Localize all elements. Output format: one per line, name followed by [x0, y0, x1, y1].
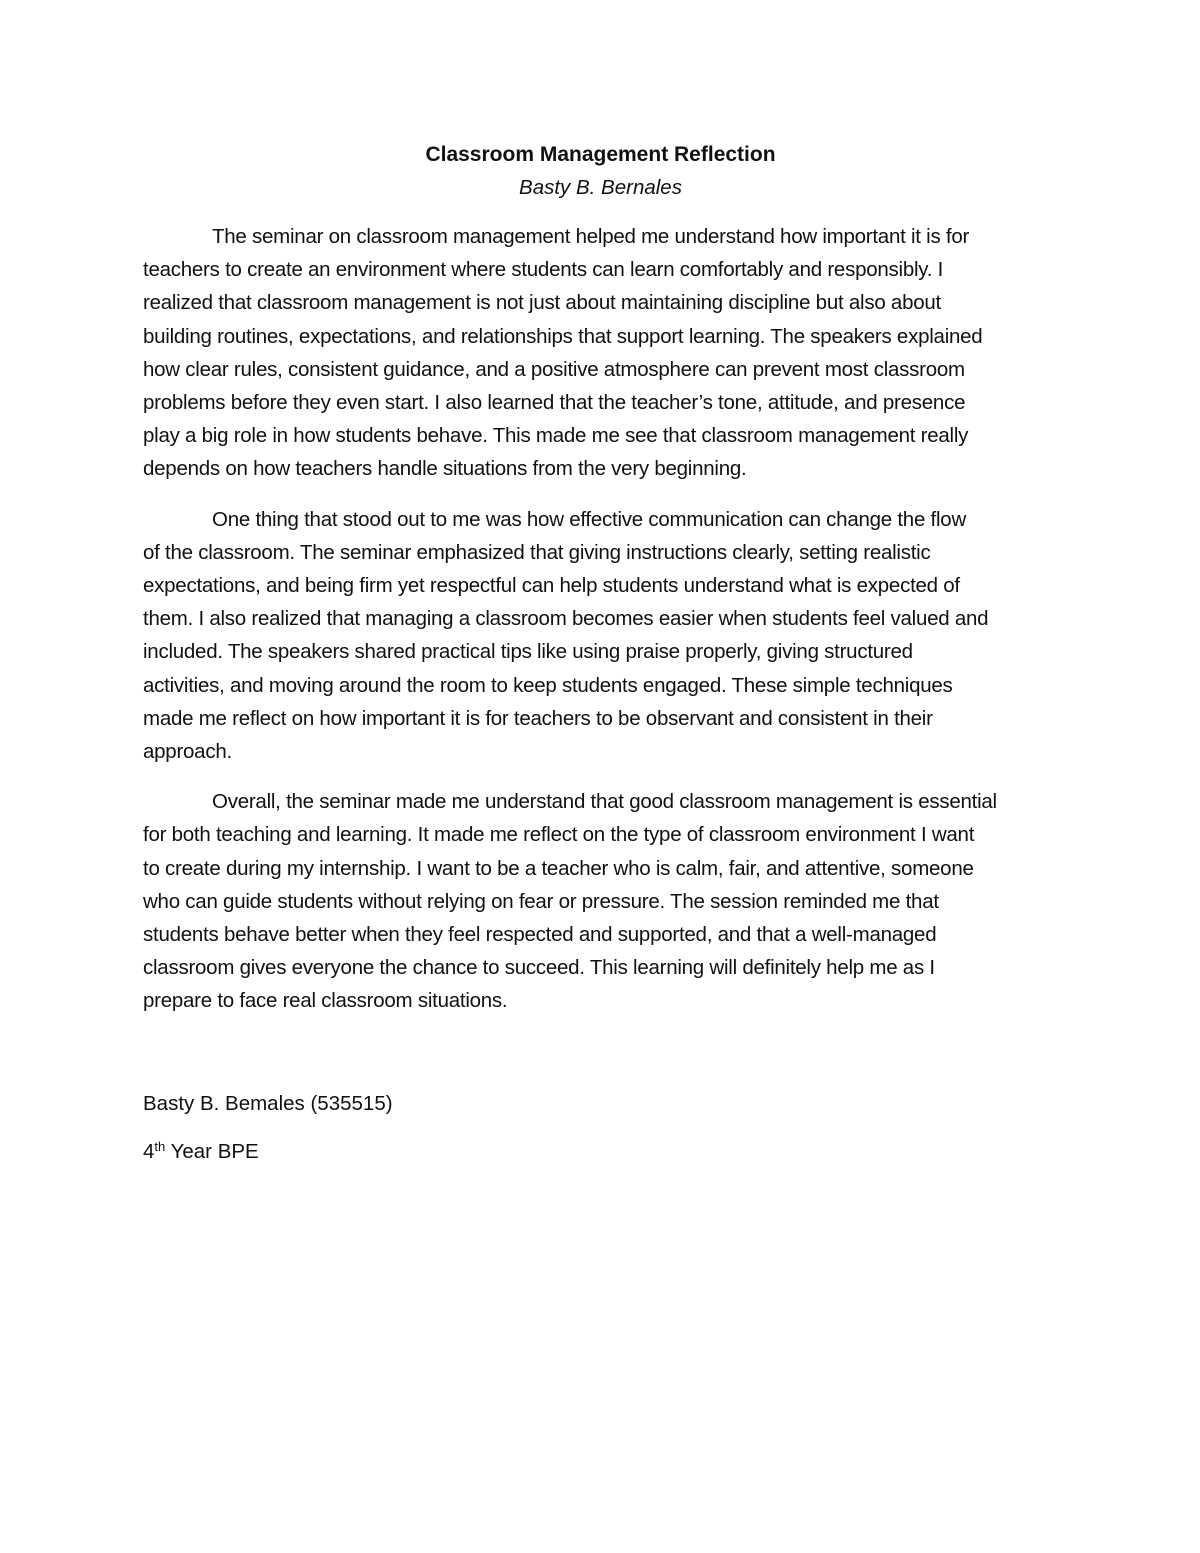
paragraph-line: problems before they even start. I also learned that the teacher’s tone, attitude, and presence	[143, 391, 966, 415]
signature-year	[143, 1137, 1058, 1167]
paragraph-line: activities, and moving around the room to keep students engaged. These simple techniques	[143, 673, 953, 697]
paragraph-line: Overall, the seminar made me understand that good classroom management is essential	[212, 790, 997, 814]
paragraph-line: who can guide students without relying on fear or pressure. The session reminded me that	[143, 889, 939, 913]
paragraph-line: classroom gives everyone the chance to succeed. This learning will definitely help me as I	[143, 956, 935, 980]
paragraph-line: teachers to create an environment where students can learn comfortably and responsibly. I	[143, 258, 944, 282]
paragraph-line: The seminar on classroom management helped me understand how important it is for	[212, 225, 970, 248]
document-title: Classroom Management Reflection	[425, 143, 776, 166]
paragraph-line: approach.	[143, 740, 232, 764]
paragraph-line: prepare to face real classroom situations.	[143, 989, 508, 1013]
paragraph-line: how clear rules, consistent guidance, and a positive atmosphere can prevent most classroom	[143, 357, 965, 381]
year-suffix: th	[154, 1138, 166, 1154]
paragraph-2	[143, 503, 1058, 769]
paragraph-line: them. I also realized that managing a classroom becomes easier when students feel valued and	[143, 607, 989, 631]
signature-name: Basty B. Bemales (535515)	[143, 1091, 393, 1115]
paragraph-line: of the classroom. The seminar emphasized that giving instructions clearly, setting realistic	[143, 540, 931, 564]
year-number: 4	[143, 1139, 155, 1163]
paragraph-line: play a big role in how students behave. This made me see that classroom management really	[143, 424, 969, 448]
paragraph-line: made me reflect on how important it is for teachers to be observant and consistent in their	[143, 706, 933, 730]
paragraph-line: realized that classroom management is not just about maintaining discipline but also about	[143, 291, 941, 315]
document-body	[143, 140, 1058, 1167]
document-author: Basty B. Bernales	[519, 176, 682, 199]
year-label: Year BPE	[165, 1139, 259, 1163]
paragraph-line: building routines, expectations, and relationships that support learning. The speakers explained	[143, 324, 983, 348]
paragraph-line: expectations, and being firm yet respectful can help students understand what is expected of	[143, 574, 960, 598]
paragraph-line: One thing that stood out to me was how effective communication can change the flow	[212, 507, 967, 531]
paragraph-3	[143, 785, 1058, 1017]
paragraph-1	[143, 220, 1058, 486]
paragraph-line: students behave better when they feel respected and supported, and that a well-managed	[143, 923, 937, 947]
paragraph-line: to create during my internship. I want to be a teacher who is calm, fair, and attentive, someone	[143, 856, 974, 880]
paragraph-line: for both teaching and learning. It made me reflect on the type of classroom environment I want	[143, 823, 975, 847]
paragraph-line: included. The speakers shared practical tips like using praise properly, giving structured	[143, 640, 913, 664]
paragraph-line: depends on how teachers handle situations from the very beginning.	[143, 457, 747, 481]
